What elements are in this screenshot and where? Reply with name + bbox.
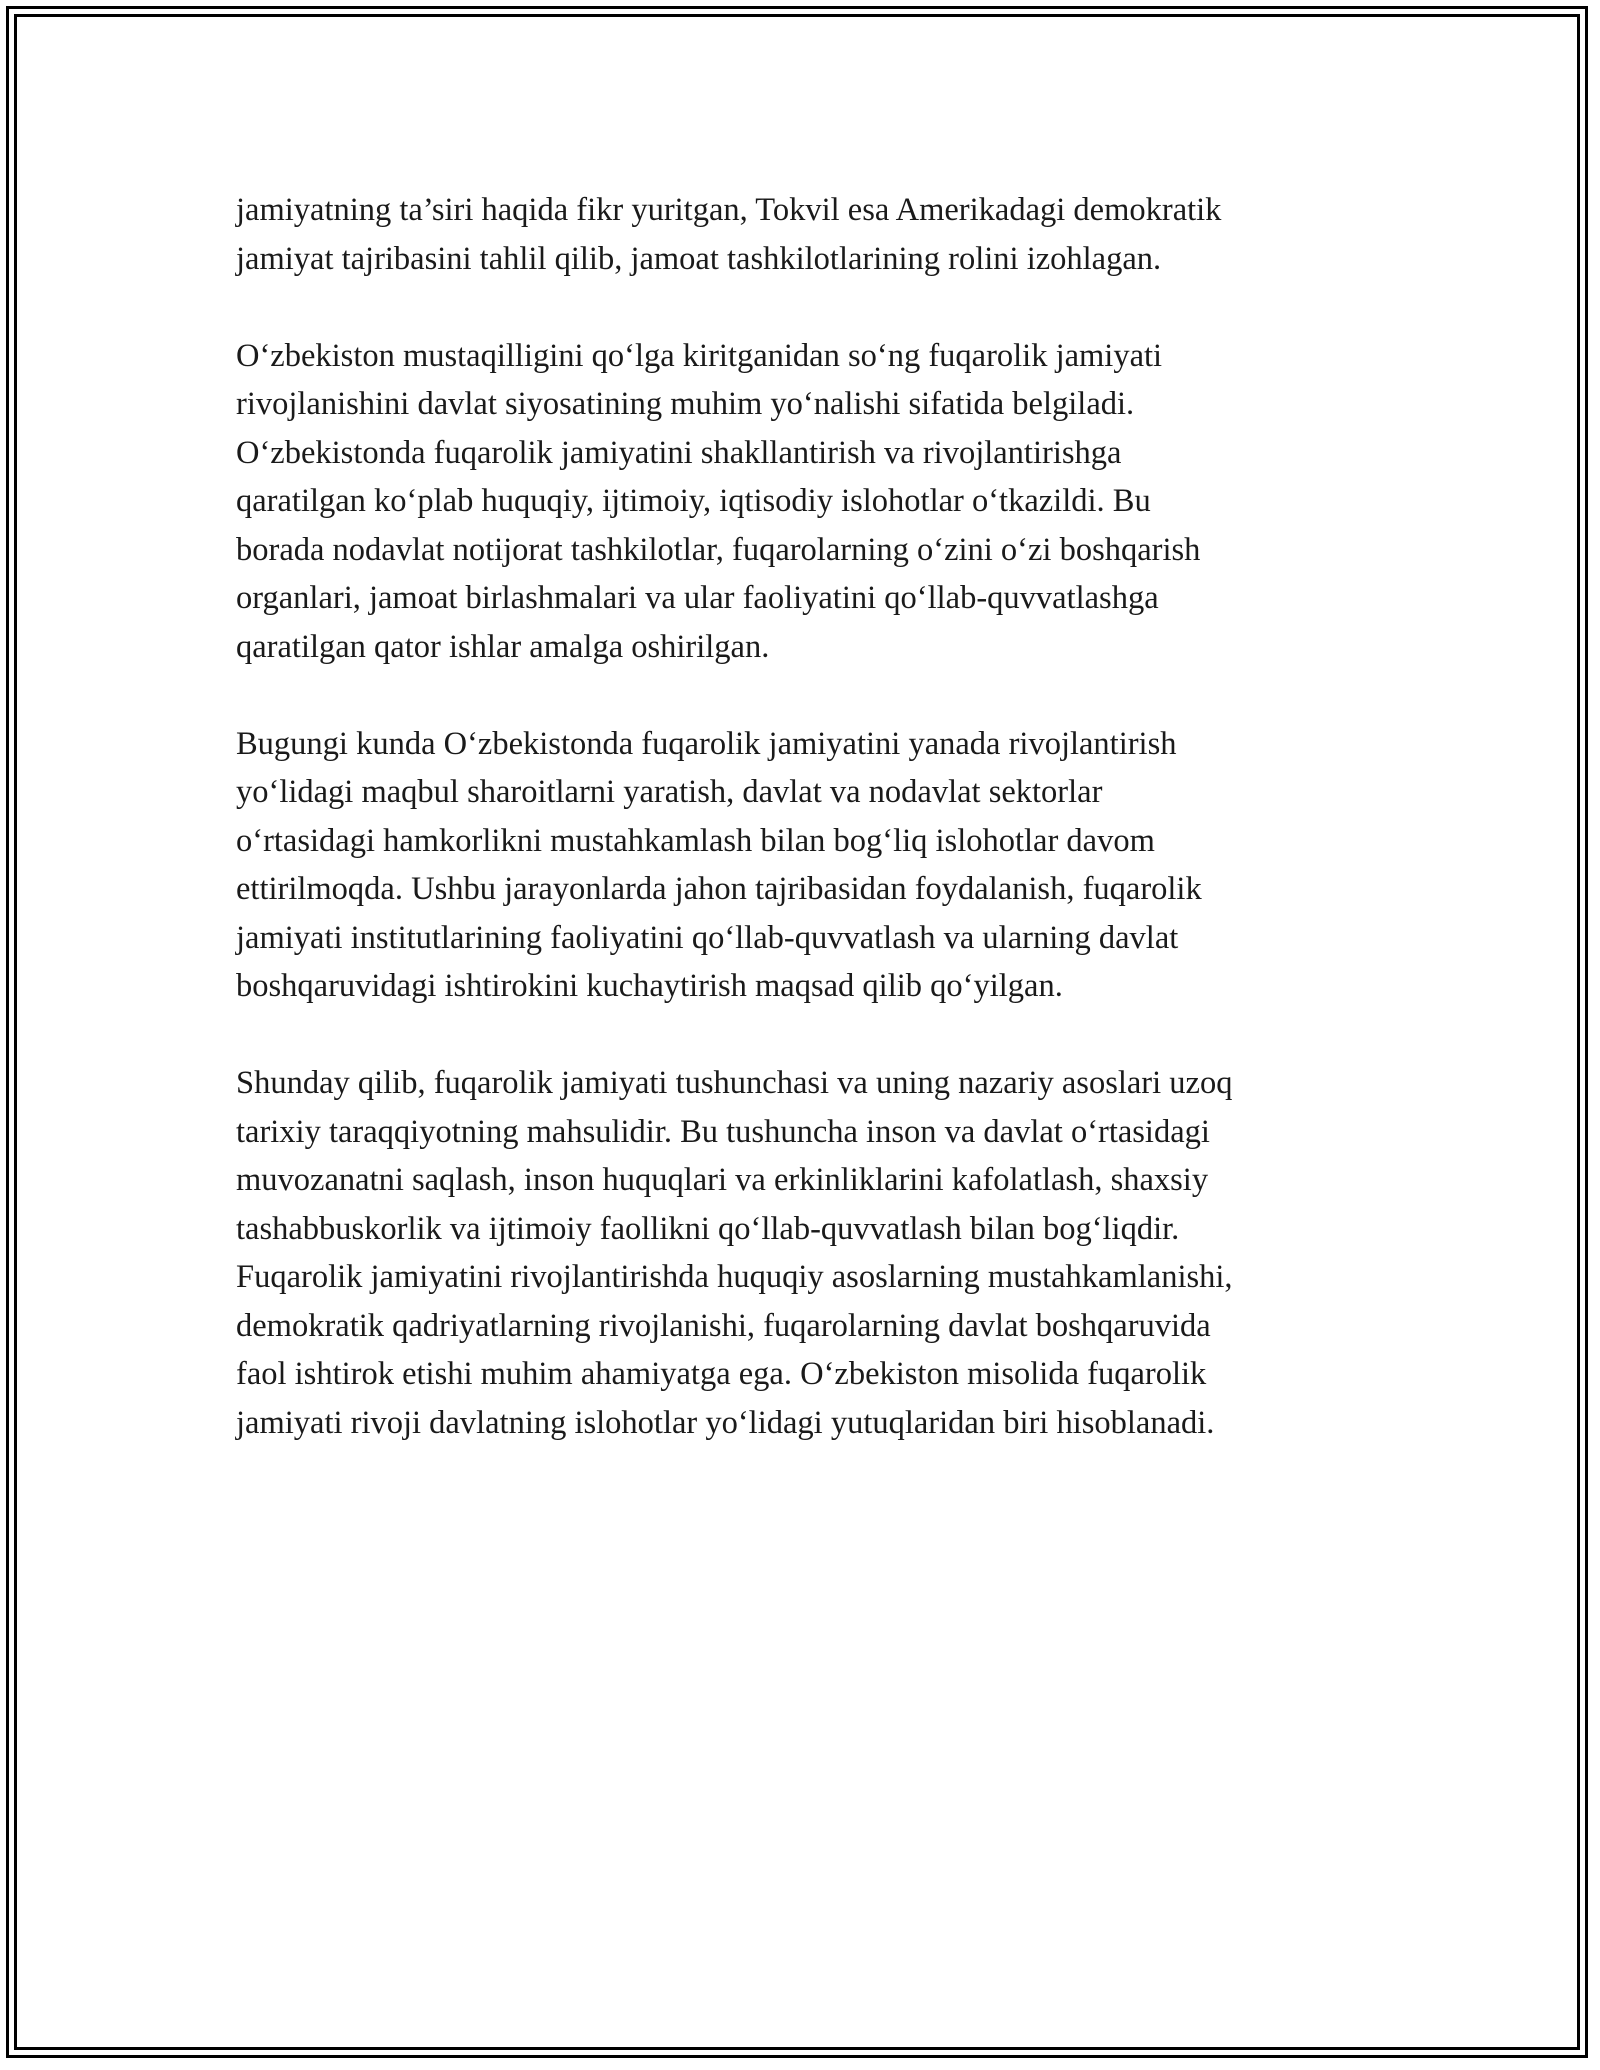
- paragraph-1: jamiyatning ta’siri haqida fikr yuritgan, Tokvil esa Amerikadagi demokratik jamiyat tajribasini tahlil qilib, jamoat tashkilotlarining rolini izohlagan.: [236, 192, 1222, 277]
- paragraph-3: Bugungi kunda O‘zbekistonda fuqarolik jamiyatini yanada rivojlantirish yo‘lidagi maqbul sharoitlarni yaratish, davlat va nodavlat sektorlar o‘rtasidagi hamkorlikni mustahkamlash bilan bog‘liq islohotlar davom ettirilmoqda. Ushbu jarayonlarda jahon tajribasidan foydalanish, fuqarolik jamiyati institutlarining faoliyatini qo‘llab-quvvatlash va ularning davlat boshqaruvidagi ishtirokini kuchaytirish maqsad qilib qo‘yilgan.: [236, 725, 1202, 1004]
- paragraph-2: O‘zbekiston mustaqilligini qo‘lga kiritganidan so‘ng fuqarolik jamiyati rivojlanishini davlat siyosatining muhim yo‘nalishi sifatida belgiladi. O‘zbekistonda fuqarolik jamiyatini shakllantirish va rivojlantirishga qaratilgan ko‘plab huquqiy, ijtimoiy, iqtisodiy islohotlar o‘tkazildi. Bu borada nodavlat notijorat tashkilotlar, fuqarolarning o‘zini o‘zi boshqarish organlari, jamoat birlashmalari va ular faoliyatini qo‘llab-quvvatlashga qaratilgan qator ishlar amalga oshirilgan.: [236, 337, 1201, 665]
- paragraph-4: Shunday qilib, fuqarolik jamiyati tushunchasi va uning nazariy asoslari uzoq tarixiy taraqqiyotning mahsulidir. Bu tushuncha inson va davlat o‘rtasidagi muvozanatni saqlash, inson huquqlari va erkinliklarini kafolatlash, shaxsiy tashabbuskorlik va ijtimoiy faollikni qo‘llab-quvvatlash bilan bog‘liqdir. Fuqarolik jamiyatini rivojlantirishda huquqiy asoslarning mustahkamlanishi, demokratik qadriyatlarning rivojlanishi, fuqarolarning davlat boshqaruvida faol ishtirok etishi muhim ahamiyatga ega. O‘zbekiston misolida fuqarolik jamiyati rivoji davlatning islohotlar yo‘lidagi yutuqlaridan biri hisoblanadi.: [236, 1065, 1233, 1441]
- document-body: [236, 186, 1366, 1447]
